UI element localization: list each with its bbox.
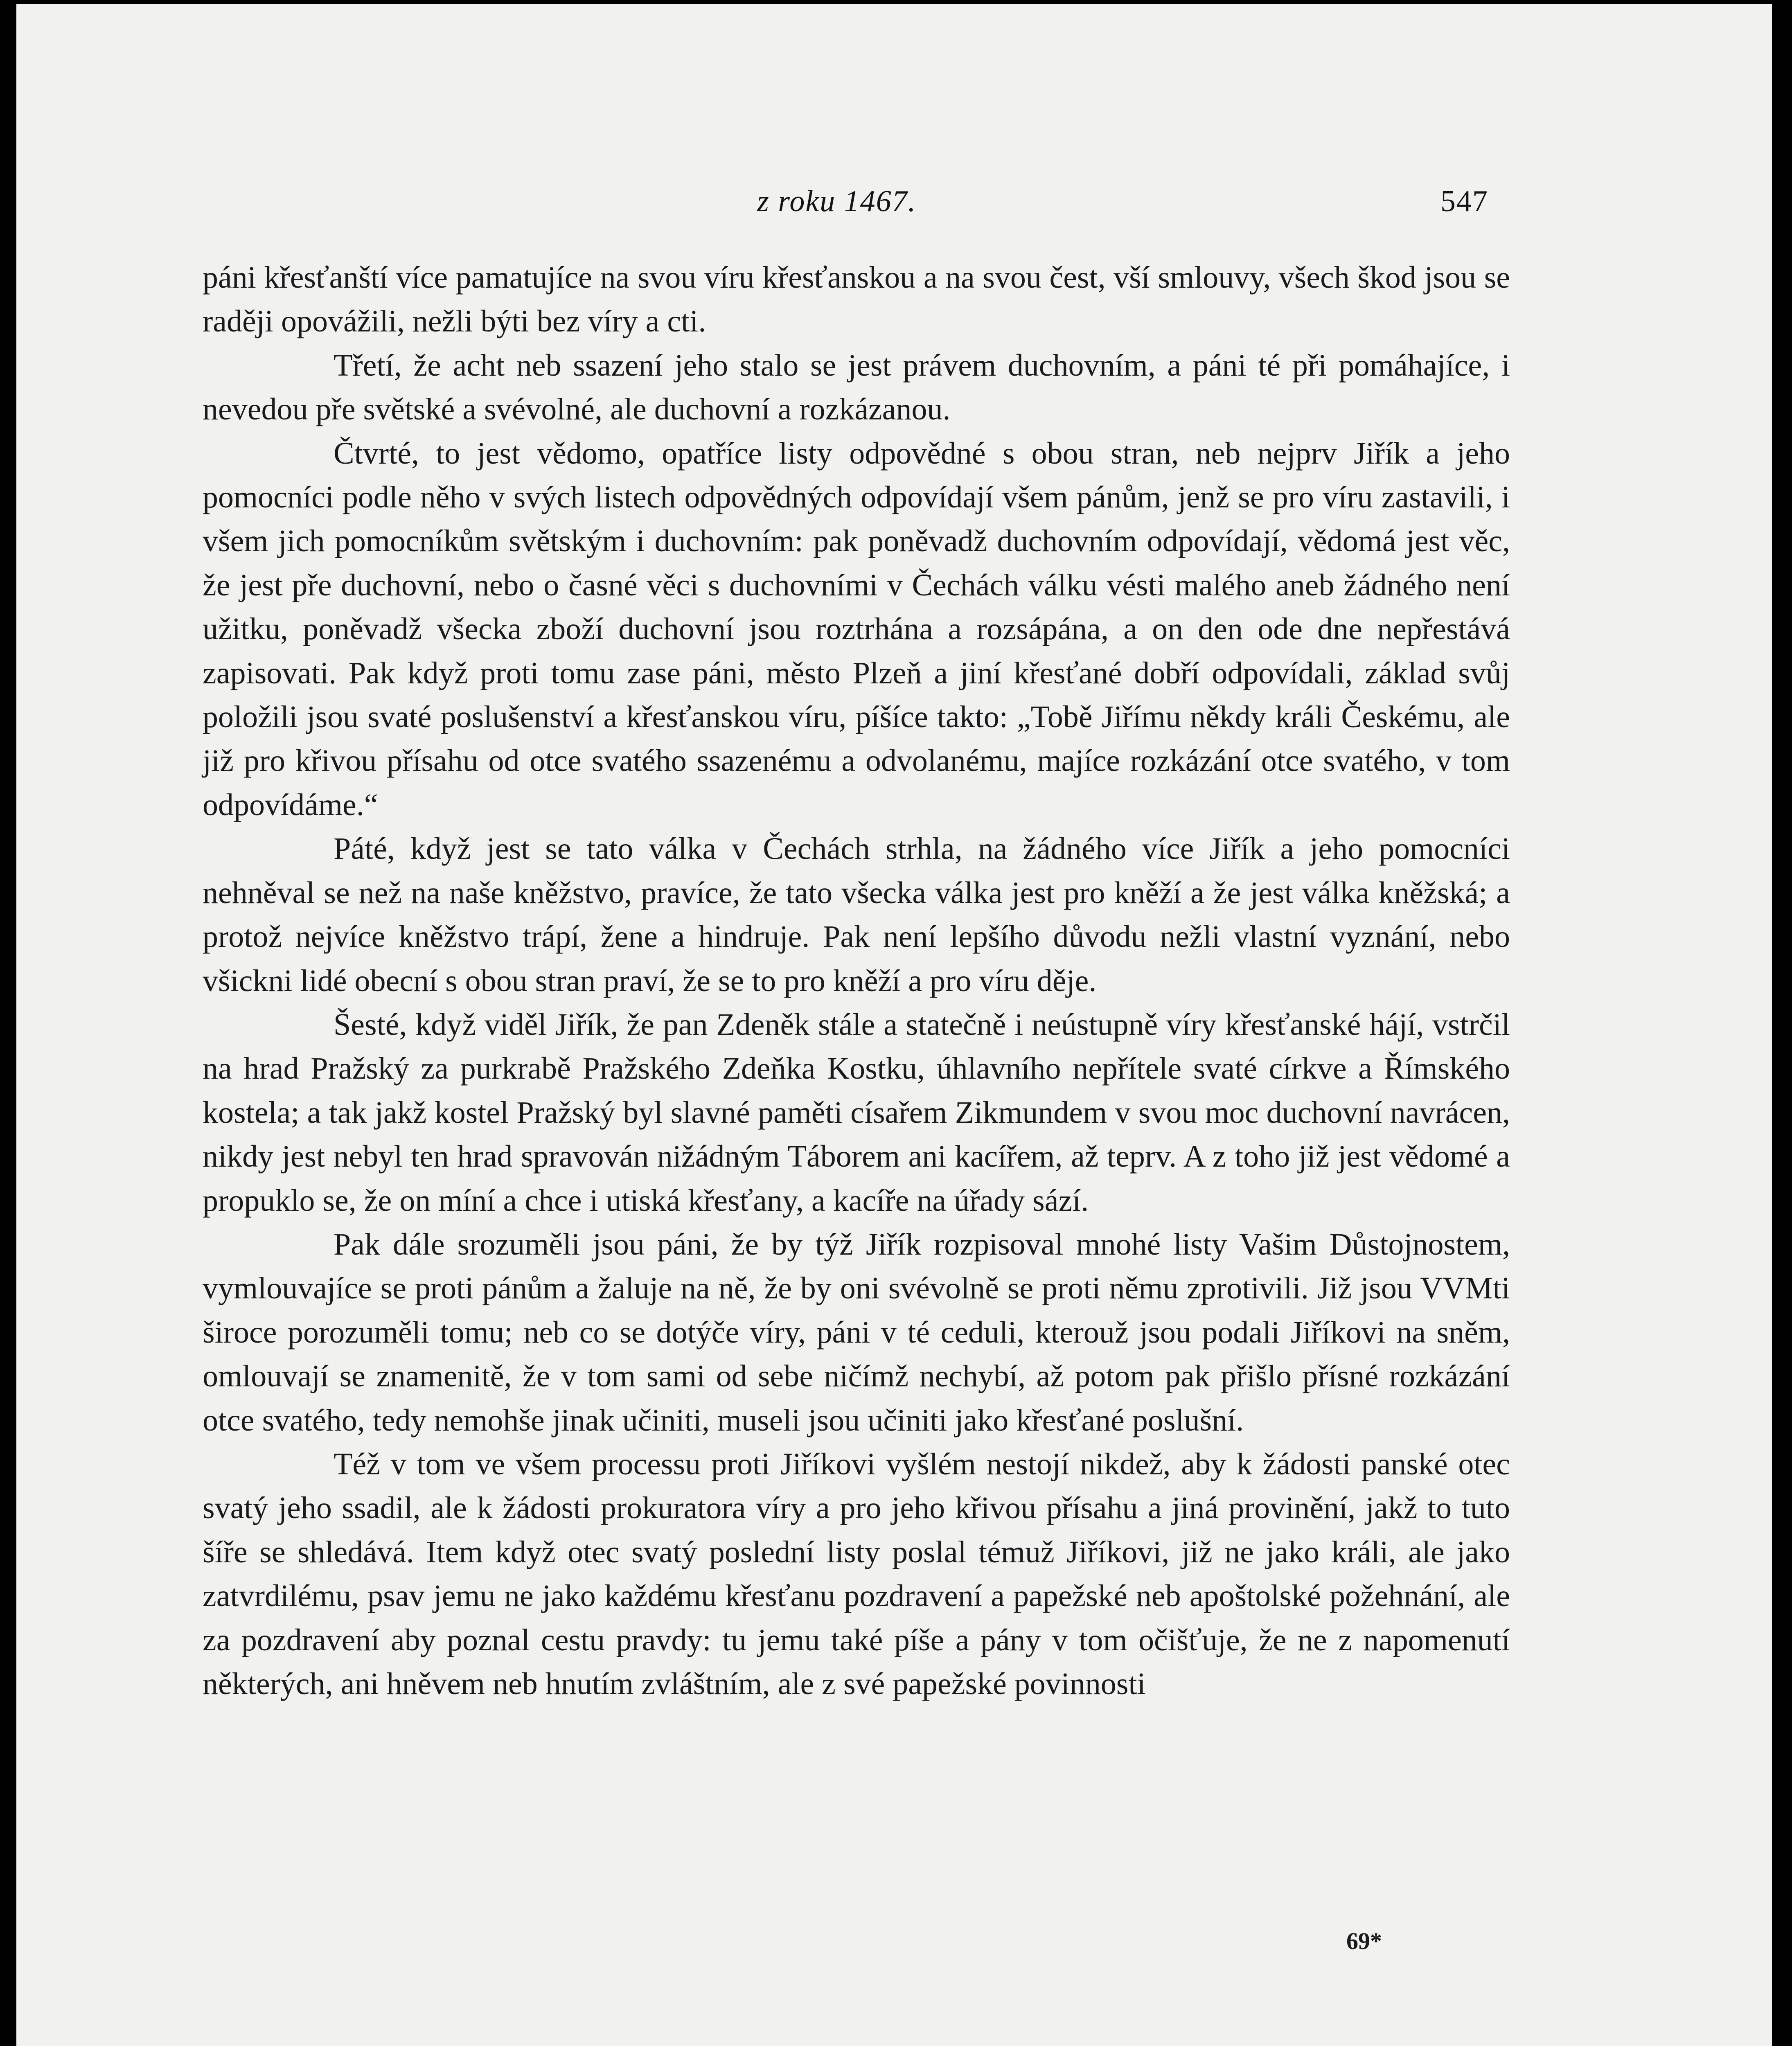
paragraph-pate: Páté, když jest se tato válka v Čechách strhla, na žádného více Jiřík a jeho pomocníci nehněval se než na naše kněžstvo, pravíce, že tato všecka válka jest pro kněží a že jest válka kněžská; a protož nejvíce kněžstvo trápí, žene a hindruje. Pak není lepšího důvodu nežli vlastní vyznání, nebo všickni lidé obecní s obou stran praví, že se to pro kněží a pro víru děje.	[203, 831, 1510, 998]
paragraph-tez: Též v tom ve všem processu proti Jiříkovi vyšlém nestojí nikdež, aby k žádosti panské otec svatý jeho ssadil, ale k žádosti prokuratora víry a pro jeho křivou přísahu a jiná provinění, jakž to tuto šíře se shledává. Item když otec svatý poslední listy poslal témuž Jiříkovi, již ne jako králi, ale jako zatvrdilému, psav jemu ne jako každému křesťanu pozdravení a papežské neb apoštolské požehnání, ale za pozdravení aby poznal cestu pravdy: tu jemu také píše a pány v tom očišťuje, že ne z napomenutí některých, ani hněvem neb hnutím zvláštním, ale z své papežské povinnosti	[203, 1447, 1510, 1701]
paragraph-ctvrte: Čtvrté, to jest vědomo, opatříce listy odpovědné s obou stran, neb nejprv Jiřík a jeho pomocníci podle něho v svých listech odpovědných odpovídají všem pánům, jenž se pro víru zastavili, i všem jich pomocníkům světským i duchovním: pak poněvadž duchovním odpovídají, vědomá jest věc, že jest pře duchovní, nebo o časné věci s duchovními v Čechách válku vésti malého aneb žádného není užitku, poněvadž všecka zboží duchovní jsou roztrhána a rozsápána, a on den ode dne nepřestává zapisovati. Pak když proti tomu zase páni, město Plzeň a jiní křesťané dobří odpovídali, základ svůj položili jsou svaté poslušenství a křesťanskou víru, píšíce takto: „Tobě Jiřímu někdy králi Českému, ale již pro křivou přísahu od otce svatého ssazenému a odvolanému, majíce rozkázání otce svatého, v tom odpovídáme.“	[203, 436, 1510, 822]
paragraph-seste: Šesté, když viděl Jiřík, že pan Zdeněk stále a statečně i neústupně víry křesťanské hájí, vstrčil na hrad Pražský za purkrabě Pražského Zdeňka Kostku, úhlavního nepřítele svaté církve a Římského kostela; a tak jakž kostel Pražský byl slavné paměti císařem Zikmundem v svou moc duchovní navrácen, nikdy jest nebyl ten hrad spravován nižádným Táborem ani kacířem, až teprv. A z toho již jest vědomé a propuklo se, že on míní a chce i utiská křesťany, a kacíře na úřady sází.	[203, 1007, 1510, 1218]
book-page	[16, 4, 1772, 2046]
body-text	[203, 256, 1510, 1706]
running-title: z roku 1467.	[757, 185, 917, 218]
paragraph-pak-dale: Pak dále srozuměli jsou páni, že by týž Jiřík rozpisoval mnohé listy Vašim Důstojnostem, vymlouvajíce se proti pánům a žaluje na ně, že by oni svévolně se proti němu zprotivili. Již jsou VVMti široce porozuměli tomu; neb co se dotýče víry, páni v té ceduli, kterouž jsou podali Jiříkovi na sněm, omlouvají se znamenitě, že v tom sami od sebe ničímž nechybí, až potom pak přišlo přísné rozkázání otce svatého, tedy nemohše jinak učiniti, museli jsou učiniti jako křesťané poslušní.	[203, 1227, 1510, 1438]
signature-mark: 69*	[1346, 1928, 1382, 1954]
page-number: 547	[1440, 185, 1488, 218]
paragraph-continuation: páni křesťanští více pamatujíce na svou víru křesťanskou a na svou čest, vší smlouvy, všech škod jsou se raději opovážili, nežli býti bez víry a cti.	[203, 260, 1510, 339]
page-header	[16, 176, 1772, 225]
paragraph-treti: Třetí, že acht neb ssazení jeho stalo se jest právem duchovním, a páni té při pomáhajíce, i nevedou pře světské a svévolné, ale duchovní a rozkázanou.	[203, 348, 1510, 427]
